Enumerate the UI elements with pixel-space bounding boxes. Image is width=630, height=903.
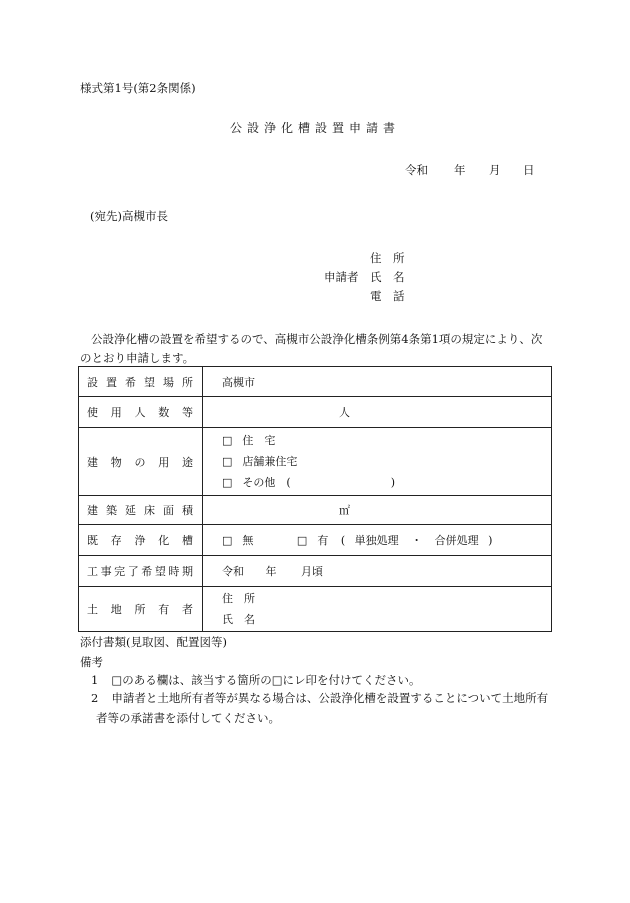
label-char: 途	[182, 455, 193, 469]
label-char: 了	[127, 565, 139, 578]
row-users	[79, 397, 552, 428]
label-char: 積	[182, 504, 193, 517]
tank-type-combined: 合併処理	[434, 534, 479, 547]
label-char: 土	[87, 603, 98, 616]
row-usage	[79, 428, 552, 496]
date-year: 年	[454, 163, 466, 177]
intro-text: 公設浄化槽の設置を希望するので、高槻市公設浄化槽条例第4条第1項の規定により、次のとおり申請します。	[80, 332, 543, 365]
row-floor-area	[79, 496, 552, 525]
label-char: 時	[168, 565, 180, 578]
applicant-phone-label: 電 話	[370, 289, 405, 303]
label-char: 場	[163, 375, 174, 389]
label-char: 者	[182, 603, 193, 616]
existing-tank-label	[79, 532, 202, 548]
label-char: 等	[182, 406, 193, 419]
usage-option-other[interactable]: □ その他 ( )	[222, 476, 395, 489]
label-char: 浄	[134, 534, 146, 547]
checkbox-icon[interactable]: □	[296, 534, 308, 547]
remark-item-1: 1 □のある欄は、該当する箇所の□にレ印を付けてください。	[91, 673, 421, 687]
label-char: 築	[106, 504, 117, 517]
label-char: 設	[87, 375, 98, 389]
application-table	[78, 366, 552, 632]
label-char: 存	[110, 534, 122, 547]
label-char: 有	[158, 603, 170, 616]
label-char: 希	[125, 375, 136, 389]
label-char: 事	[100, 565, 112, 578]
tank-type-single: 単独処理	[354, 534, 399, 547]
other-close-paren: )	[390, 476, 395, 489]
checkbox-icon[interactable]: □	[222, 455, 233, 468]
completion-month: 月頃	[301, 565, 323, 578]
date-day: 日	[523, 163, 535, 177]
label-char: 建	[87, 455, 98, 469]
label-char: 面	[163, 504, 174, 517]
completion-label	[79, 563, 202, 579]
landowner-label	[79, 601, 202, 617]
checkbox-icon[interactable]: □	[222, 434, 233, 447]
row-existing-tank	[79, 525, 552, 556]
label-char: 既	[87, 534, 98, 547]
users-unit: 人	[339, 406, 350, 419]
label-char: 完	[114, 565, 126, 578]
label-char: 用	[110, 406, 122, 419]
attachments-note: 添付書類(見取図、配置図等)	[80, 635, 227, 649]
other-open-paren: (	[286, 476, 291, 489]
label-char: 槽	[182, 534, 193, 547]
label-char: 希	[141, 565, 153, 578]
tank-none-option[interactable]: □ 無	[222, 534, 254, 547]
label-char: 人	[134, 406, 146, 419]
remark-item-2-continued: 者等の承諾書を添付してください。	[96, 711, 280, 725]
page-title: 公設浄化槽設置申請書	[229, 121, 400, 135]
floor-area-unit: ㎡	[339, 504, 350, 517]
tank-type-separator: ・	[411, 534, 423, 547]
completion-era: 令和	[222, 565, 244, 578]
label-char: 所	[182, 375, 193, 389]
location-value: 高槻市	[222, 375, 255, 389]
applicant-name-label: 氏 名	[370, 270, 405, 284]
date-month: 月	[489, 163, 501, 177]
usage-label	[79, 454, 202, 470]
landowner-address-label: 住 所	[222, 592, 255, 605]
label-char: 床	[144, 504, 155, 517]
label-char: 延	[125, 504, 136, 517]
usage-option-shop-house[interactable]: □ 店舗兼住宅	[222, 455, 298, 468]
label-char: 望	[144, 375, 155, 389]
tank-open-paren: (	[340, 534, 346, 547]
usage-option-house[interactable]: □ 住 宅	[222, 434, 276, 447]
location-label	[79, 374, 202, 390]
label-char: 物	[110, 455, 122, 469]
label-char: 化	[158, 534, 170, 547]
remark-item-2: 2 申請者と土地所有者等が異なる場合は、公設浄化槽を設置することについて土地所有	[91, 691, 549, 705]
row-location	[79, 367, 552, 397]
completion-year: 年	[265, 565, 277, 578]
label-char: の	[134, 455, 146, 469]
row-landowner	[79, 587, 552, 632]
applicant-label: 申請者	[324, 270, 359, 284]
tank-close-paren: )	[488, 534, 493, 547]
checkbox-icon[interactable]: □	[222, 476, 233, 489]
row-completion	[79, 556, 552, 587]
remarks-title: 備考	[80, 655, 103, 669]
label-char: 望	[154, 565, 166, 578]
label-char: 使	[87, 406, 98, 419]
date-era: 令和	[405, 163, 428, 177]
addressee: (宛先)高槻市長	[90, 209, 168, 223]
label-char: 用	[158, 455, 170, 469]
label-char: 地	[110, 603, 122, 616]
label-char: 期	[181, 565, 193, 578]
label-char: 置	[106, 375, 117, 389]
label-char: 工	[87, 565, 98, 578]
checkbox-icon[interactable]: □	[222, 534, 233, 547]
applicant-address-label: 住 所	[370, 251, 405, 265]
label-char: 数	[158, 406, 170, 419]
label-char: 所	[134, 603, 146, 616]
tank-exists-option[interactable]: □ 有	[296, 534, 329, 547]
label-char: 建	[87, 504, 98, 517]
landowner-name-label: 氏 名	[222, 613, 255, 626]
form-number: 様式第1号(第2条関係)	[80, 81, 196, 95]
floor-area-label	[79, 502, 202, 518]
users-label	[79, 404, 202, 420]
